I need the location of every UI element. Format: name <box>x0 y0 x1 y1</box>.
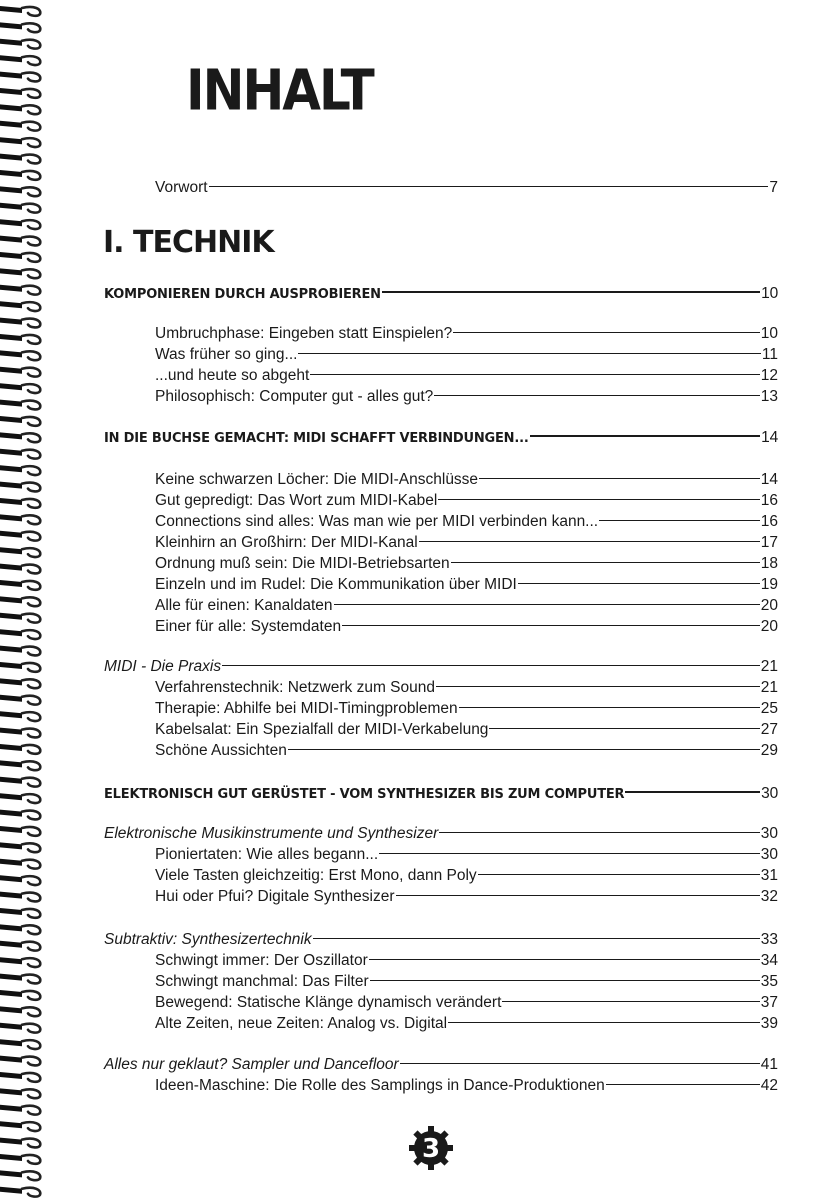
leader-line <box>370 980 760 981</box>
toc-entry-label: Ordnung muß sein: Die MIDI-Betriebsarten <box>155 555 450 572</box>
binding-coil-icon <box>0 72 40 82</box>
leader-line <box>400 1063 760 1064</box>
binding-coil-icon <box>0 924 40 934</box>
toc-entry-label: Alle für einen: Kanaldaten <box>155 597 333 614</box>
toc-entry-label: IN DIE BUCHSE GEMACHT: MIDI SCHAFFT VERBINDUNGEN... <box>104 431 529 446</box>
binding-coil-icon <box>0 728 40 738</box>
leader-line <box>489 728 759 729</box>
binding-coil-icon <box>0 285 40 295</box>
binding-coil-icon <box>0 268 40 278</box>
toc-entry[interactable] <box>155 490 778 512</box>
toc-entry[interactable] <box>155 719 778 741</box>
toc-entry[interactable] <box>155 595 778 617</box>
binding-coil-icon <box>0 236 40 246</box>
toc-entry[interactable] <box>155 1013 778 1035</box>
toc-entry-page: 20 <box>760 597 778 614</box>
toc-entry[interactable] <box>155 469 778 491</box>
binding-coil-icon <box>0 777 40 787</box>
section-title: I. TECHNIK <box>103 225 274 260</box>
toc-entry-page: 42 <box>760 1077 778 1094</box>
leader-line <box>459 707 760 708</box>
binding-coil-icon <box>0 875 40 885</box>
toc-entry-label: KOMPONIEREN DURCH AUSPROBIEREN <box>104 287 381 302</box>
binding-coil-icon <box>0 367 40 377</box>
toc-entry-page: 30 <box>760 846 778 863</box>
binding-coil-icon <box>0 219 40 229</box>
leader-line <box>419 541 760 542</box>
toc-chapter[interactable] <box>104 427 778 449</box>
toc-entry-label: Gut gepredigt: Das Wort zum MIDI-Kabel <box>155 492 438 509</box>
binding-coil-icon <box>0 564 40 574</box>
toc-entry-label: Vorwort <box>155 179 208 196</box>
toc-entry-label: Was früher so ging... <box>155 346 298 363</box>
toc-entry-label: Elektronische Musikinstrumente und Synthesizer <box>104 825 439 842</box>
binding-coil-icon <box>0 744 40 754</box>
toc-chapter[interactable] <box>104 783 778 805</box>
binding-coil-icon <box>0 137 40 147</box>
toc-entry-page: 30 <box>760 825 778 842</box>
binding-coil-icon <box>0 1187 40 1197</box>
binding-coil-icon <box>0 432 40 442</box>
toc-entry[interactable] <box>155 553 778 575</box>
leader-line <box>530 435 761 437</box>
toc-chapter[interactable] <box>104 283 778 305</box>
leader-line <box>298 353 760 354</box>
leader-line <box>451 562 760 563</box>
toc-entry-label: Einer für alle: Systemdaten <box>155 618 342 635</box>
toc-entry-label: Einzeln und im Rudel: Die Kommunikation über MIDI <box>155 576 517 593</box>
binding-coil-icon <box>0 1088 40 1098</box>
toc-entry-label: Umbruchphase: Eingeben statt Einspielen? <box>155 325 453 342</box>
toc-entry-page: 12 <box>760 367 778 384</box>
page-number: 3 <box>421 1134 441 1164</box>
toc-entry-page: 11 <box>761 346 778 363</box>
leader-line <box>342 625 760 626</box>
toc-entry[interactable] <box>155 844 778 866</box>
toc-entry[interactable] <box>155 323 778 345</box>
binding-coil-icon <box>0 301 40 311</box>
binding-coil-icon <box>0 596 40 606</box>
toc-entry-label: Verfahrenstechnik: Netzwerk zum Sound <box>155 679 435 696</box>
binding-coil-icon <box>0 170 40 180</box>
toc-entry[interactable] <box>155 886 778 908</box>
toc-entry-page: 39 <box>760 1015 778 1032</box>
binding-coil-icon <box>0 186 40 196</box>
binding-coil-icon <box>0 580 40 590</box>
binding-coil-icon <box>0 334 40 344</box>
toc-entry-label: Therapie: Abhilfe bei MIDI-Timingproblemen <box>155 700 458 717</box>
toc-entry-label: Ideen-Maschine: Die Rolle des Samplings in Dance-Produktionen <box>155 1077 605 1094</box>
leader-line <box>599 520 760 521</box>
toc-entry-page: 14 <box>761 429 778 446</box>
page-title: INHALT <box>186 58 373 123</box>
binding-coil-icon <box>0 252 40 262</box>
leader-line <box>625 791 760 793</box>
toc-entry-label: Subtraktiv: Synthesizertechnik <box>104 931 312 948</box>
leader-line <box>479 478 760 479</box>
toc-entry[interactable] <box>155 616 778 638</box>
binding-coil-icon <box>0 154 40 164</box>
binding-coil-icon <box>0 318 40 328</box>
toc-subsection[interactable] <box>104 1054 778 1076</box>
page-number-badge <box>407 1124 455 1172</box>
binding-coil-icon <box>0 1072 40 1082</box>
binding-coil-icon <box>0 646 40 656</box>
leader-line <box>313 938 760 939</box>
toc-entry[interactable] <box>155 740 778 762</box>
binding-coil-icon <box>0 6 40 16</box>
binding-coil-icon <box>0 760 40 770</box>
toc-entry[interactable] <box>155 865 778 887</box>
toc-entry-label: Hui oder Pfui? Digitale Synthesizer <box>155 888 395 905</box>
toc-entry[interactable] <box>155 365 778 387</box>
toc-entry[interactable] <box>155 574 778 596</box>
binding-coil-icon <box>0 974 40 984</box>
toc-entry[interactable] <box>155 386 778 408</box>
binding-coil-icon <box>0 1006 40 1016</box>
leader-line <box>478 874 760 875</box>
binding-coil-icon <box>0 1121 40 1131</box>
binding-coil-icon <box>0 383 40 393</box>
binding-coil-icon <box>0 793 40 803</box>
toc-entry[interactable] <box>155 677 778 699</box>
leader-line <box>438 499 759 500</box>
toc-entry-label: ...und heute so abgeht <box>155 367 310 384</box>
binding-coil-icon <box>0 1056 40 1066</box>
binding-coil-icon <box>0 498 40 508</box>
binding-coil-icon <box>0 892 40 902</box>
toc-entry[interactable] <box>155 971 778 993</box>
binding-coil-icon <box>0 826 40 836</box>
leader-line <box>209 186 769 187</box>
leader-line <box>310 374 759 375</box>
toc-entry-page: 32 <box>760 888 778 905</box>
binding-coil-icon <box>0 531 40 541</box>
binding-coil-icon <box>0 416 40 426</box>
toc-subsection[interactable] <box>104 823 778 845</box>
binding-coil-icon <box>0 88 40 98</box>
leader-line <box>369 959 760 960</box>
leader-line <box>518 583 760 584</box>
toc-entry-page: 34 <box>760 952 778 969</box>
binding-coil-icon <box>0 842 40 852</box>
binding-coil-icon <box>0 629 40 639</box>
binding-coil-icon <box>0 662 40 672</box>
toc-entry-label: ELEKTRONISCH GUT GERÜSTET - VOM SYNTHESIZER BIS ZUM COMPUTER <box>104 787 625 802</box>
toc-entry[interactable] <box>155 177 778 199</box>
toc-entry-page: 19 <box>760 576 778 593</box>
toc-entry-page: 14 <box>760 471 778 488</box>
toc-entry-label: Pioniertaten: Wie alles begann... <box>155 846 379 863</box>
binding-coil-icon <box>0 465 40 475</box>
leader-line <box>288 749 760 750</box>
toc-entry[interactable] <box>155 992 778 1014</box>
binding-coil-icon <box>0 350 40 360</box>
toc-entry-page: 16 <box>760 513 778 530</box>
toc-entry[interactable] <box>155 511 778 533</box>
toc-entry-page: 30 <box>761 785 778 802</box>
toc-entry-page: 35 <box>760 973 778 990</box>
toc-entry-page: 41 <box>760 1056 778 1073</box>
toc-entry-label: Alles nur geklaut? Sampler und Dancefloor <box>104 1056 399 1073</box>
toc-entry-label: Philosophisch: Computer gut - alles gut? <box>155 388 434 405</box>
binding-coil-icon <box>0 514 40 524</box>
toc-entry-page: 25 <box>760 700 778 717</box>
binding-coil-icon <box>0 711 40 721</box>
toc-entry-page: 17 <box>760 534 778 551</box>
toc-entry[interactable] <box>155 1075 778 1097</box>
binding-coil-icon <box>0 957 40 967</box>
toc-entry-page: 10 <box>761 285 778 302</box>
toc-entry-label: Schwingt immer: Der Oszillator <box>155 952 368 969</box>
binding-coil-icon <box>0 482 40 492</box>
toc-entry-page: 13 <box>760 388 778 405</box>
binding-coil-icon <box>0 1039 40 1049</box>
binding-coil-icon <box>0 400 40 410</box>
toc-entry-label: Schöne Aussichten <box>155 742 287 759</box>
binding-coil-icon <box>0 547 40 557</box>
binding-coil-icon <box>0 121 40 131</box>
binding-coil-icon <box>0 1154 40 1164</box>
toc-entry-page: 31 <box>760 867 778 884</box>
binding-coil-icon <box>0 449 40 459</box>
binding-coil-icon <box>0 39 40 49</box>
leader-line <box>436 686 760 687</box>
binding-coil-icon <box>0 1170 40 1180</box>
leader-line <box>453 332 759 333</box>
toc-entry-label: Kabelsalat: Ein Spezialfall der MIDI-Verkabelung <box>155 721 489 738</box>
binding-coil-icon <box>0 203 40 213</box>
leader-line <box>439 832 759 833</box>
binding-coil-icon <box>0 810 40 820</box>
binding-coil-icon <box>0 908 40 918</box>
toc-entry-page: 20 <box>760 618 778 635</box>
spiral-binding <box>0 0 56 1200</box>
binding-coil-icon <box>0 990 40 1000</box>
toc-entry-page: 18 <box>760 555 778 572</box>
toc-entry-label: Alte Zeiten, neue Zeiten: Analog vs. Digital <box>155 1015 448 1032</box>
toc-entry[interactable] <box>155 532 778 554</box>
toc-entry-page: 7 <box>769 179 778 196</box>
leader-line <box>448 1022 760 1023</box>
leader-line <box>334 604 760 605</box>
toc-entry-page: 37 <box>760 994 778 1011</box>
binding-coil-icon <box>0 22 40 32</box>
toc-entry-page: 21 <box>760 679 778 696</box>
leader-line <box>382 291 760 293</box>
leader-line <box>434 395 759 396</box>
binding-coil-icon <box>0 1138 40 1148</box>
leader-line <box>502 1001 759 1002</box>
leader-line <box>222 665 760 666</box>
toc-entry-page: 29 <box>760 742 778 759</box>
binding-coil-icon <box>0 695 40 705</box>
binding-coil-icon <box>0 678 40 688</box>
toc-entry[interactable] <box>155 344 778 366</box>
toc-entry-label: Keine schwarzen Löcher: Die MIDI-Anschlüsse <box>155 471 479 488</box>
toc-entry-label: Bewegend: Statische Klänge dynamisch verändert <box>155 994 502 1011</box>
leader-line <box>396 895 760 896</box>
toc-entry-page: 16 <box>760 492 778 509</box>
toc-subsection[interactable] <box>104 929 778 951</box>
toc-entry[interactable] <box>155 950 778 972</box>
toc-entry-label: Kleinhirn an Großhirn: Der MIDI-Kanal <box>155 534 418 551</box>
toc-entry-label: Connections sind alles: Was man wie per MIDI verbinden kann... <box>155 513 599 530</box>
toc-entry-page: 10 <box>760 325 778 342</box>
toc-entry-page: 21 <box>760 658 778 675</box>
toc-entry-page: 27 <box>760 721 778 738</box>
toc-subsection[interactable] <box>104 656 778 678</box>
binding-coil-icon <box>0 1105 40 1115</box>
toc-entry-label: Schwingt manchmal: Das Filter <box>155 973 369 990</box>
binding-coil-icon <box>0 55 40 65</box>
leader-line <box>606 1084 760 1085</box>
leader-line <box>379 853 760 854</box>
toc-entry[interactable] <box>155 698 778 720</box>
toc-entry-label: Viele Tasten gleichzeitig: Erst Mono, dann Poly <box>155 867 477 884</box>
binding-coil-icon <box>0 859 40 869</box>
binding-coil-icon <box>0 1023 40 1033</box>
toc-entry-page: 33 <box>760 931 778 948</box>
binding-coil-icon <box>0 613 40 623</box>
binding-coil-icon <box>0 941 40 951</box>
toc-entry-label: MIDI - Die Praxis <box>104 658 222 675</box>
binding-coil-icon <box>0 104 40 114</box>
